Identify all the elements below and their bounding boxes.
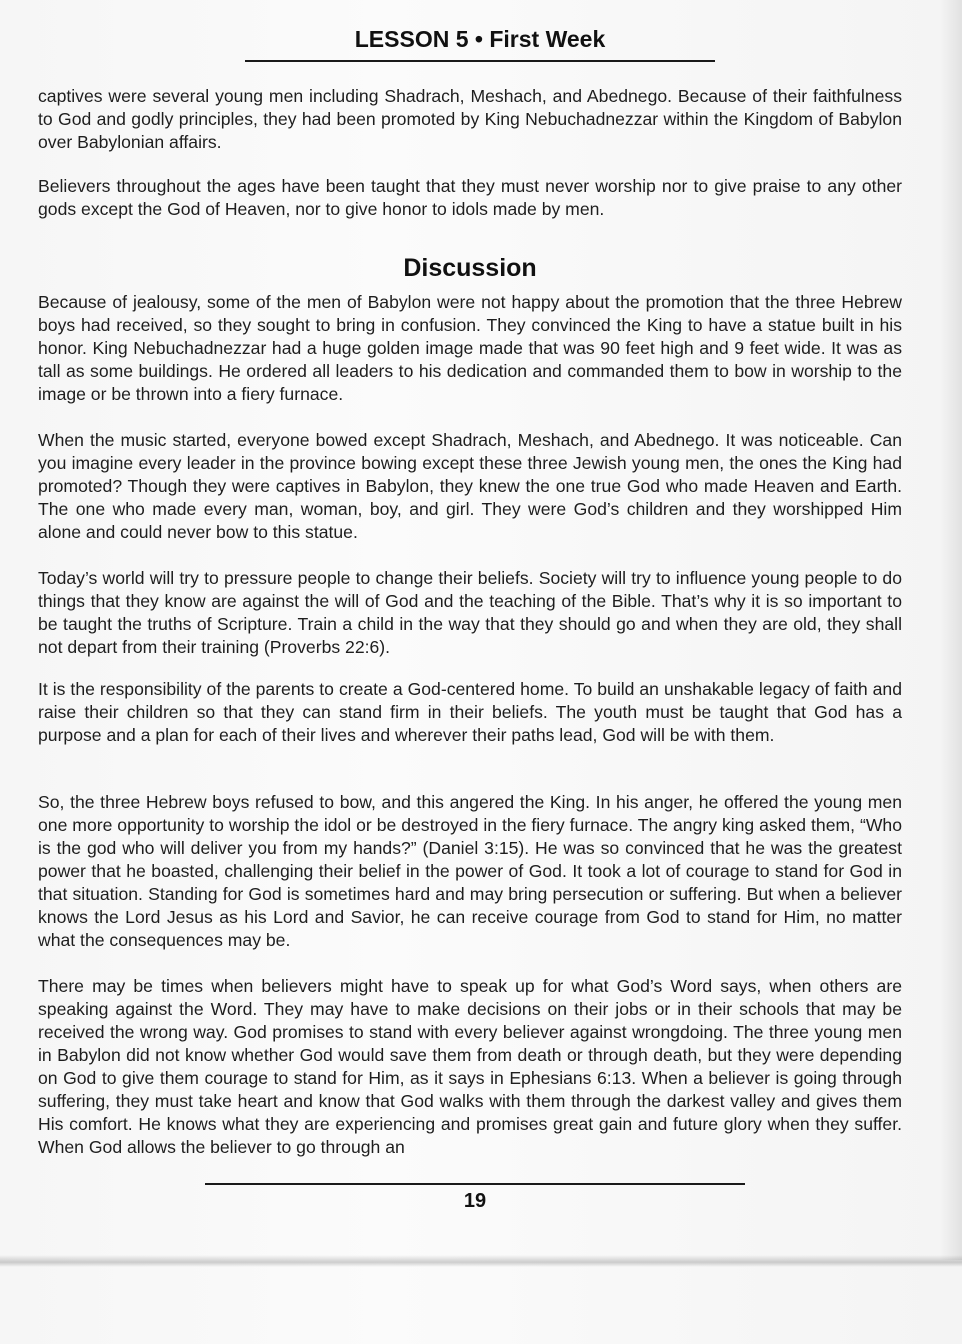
discussion-text-6: There may be times when believers might have to speak up for what God’s Word says, when others are speaking against the Word. They may have to make decisions on their jobs or in their schools that may be received the wrong way. God promises to stand with every believer against wrongdoing. The three young men in Babylon did not know whether God would save them from death or through death, but they were depending on God to give them courage to stand for Him, as it says in Ephesians 6:13. When a believer is going through suffering, they must take heart and know that God walks with them through the darkest valley and gives them His comfort. He knows what they are experiencing and promises great gain and future glory when they suffer. When God allows the believer to go through an: [38, 976, 902, 1157]
discussion-paragraph-1: [38, 291, 902, 406]
discussion-paragraph-3: [38, 567, 902, 659]
discussion-text-4: It is the responsibility of the parents to create a God-centered home. To build an unshakable legacy of faith and raise their children so that they can stand firm in their beliefs. The youth must be taught that God has a purpose and a plan for each of their lives and wherever their paths lead, God will be with them.: [38, 679, 902, 745]
intro-text-2: Believers throughout the ages have been taught that they must never worship nor to give praise to any other gods except the God of Heaven, nor to give honor to idols made by men.: [38, 176, 902, 219]
page-number: 19: [463, 1190, 487, 1212]
discussion-paragraph-2: [38, 429, 902, 544]
footer-divider: [205, 1183, 745, 1185]
page-edge-shadow: [940, 0, 962, 1260]
discussion-paragraph-5: [38, 791, 902, 952]
discussion-text-3: Today’s world will try to pressure people to change their beliefs. Society will try to influence young people to do things that they know are against the will of God and the teaching of the Bible. That’s why it is so important to be taught the truths of Scripture. Train a child in the way that they should go and when they are old, they shall not depart from their training (Proverbs 22:6).: [38, 568, 902, 657]
discussion-paragraph-6: [38, 975, 902, 1159]
discussion-text-5: So, the three Hebrew boys refused to bow, and this angered the King. In his anger, he offered the young men one more opportunity to worship the idol or be destroyed in the fiery furnace. The angry king asked them, “Who is the god who will deliver you from my hands?” (Daniel 3:15). He was so convinced that he was the greatest power that he boasted, challenging their belief in the power of God. It took a lot of courage to stand for God in that situation. Standing for God is sometimes hard and may bring persecution or suffering. But when a believer knows the Lord Jesus as his Lord and Savior, he can receive courage from God to stand for Him, no matter what the consequences may be.: [38, 792, 902, 950]
discussion-text-1: Because of jealousy, some of the men of Babylon were not happy about the promotion that the three Hebrew boys had received, so they sought to bring in confusion. They convinced the King to have a statue built in his honor. King Nebuchadnezzar had a huge golden image made that was 90 feet high and 9 feet wide. It was as tall as some buildings. He ordered all leaders to his dedication and commanded them to bow in worship to the image or be thrown into a fiery furnace.: [38, 292, 902, 404]
intro-paragraph-2: [38, 175, 902, 221]
discussion-paragraph-4: [38, 678, 902, 747]
lesson-header: LESSON 5 • First Week: [354, 26, 606, 52]
discussion-text-2: When the music started, everyone bowed except Shadrach, Meshach, and Abednego. It was noticeable. Can you imagine every leader in the province bowing except these three Jewish young men, the ones the King had promoted? Though they were captives in Babylon, they knew the one true God who made Heaven and Earth. The one who made every man, woman, boy, and girl. They were God’s children and they worshipped Him alone and could never bow to this statue.: [38, 430, 902, 542]
discussion-heading: Discussion: [403, 254, 537, 282]
header-divider: [245, 60, 715, 62]
intro-text-1: captives were several young men including Shadrach, Meshach, and Abednego. Because of their faithfulness to God and godly principles, they had been promoted by King Nebuchadnezzar within the Kingdom of Babylon over Babylonian affairs.: [38, 86, 902, 152]
page-bottom-shadow: [0, 1255, 962, 1267]
intro-paragraph-1: [38, 85, 902, 154]
